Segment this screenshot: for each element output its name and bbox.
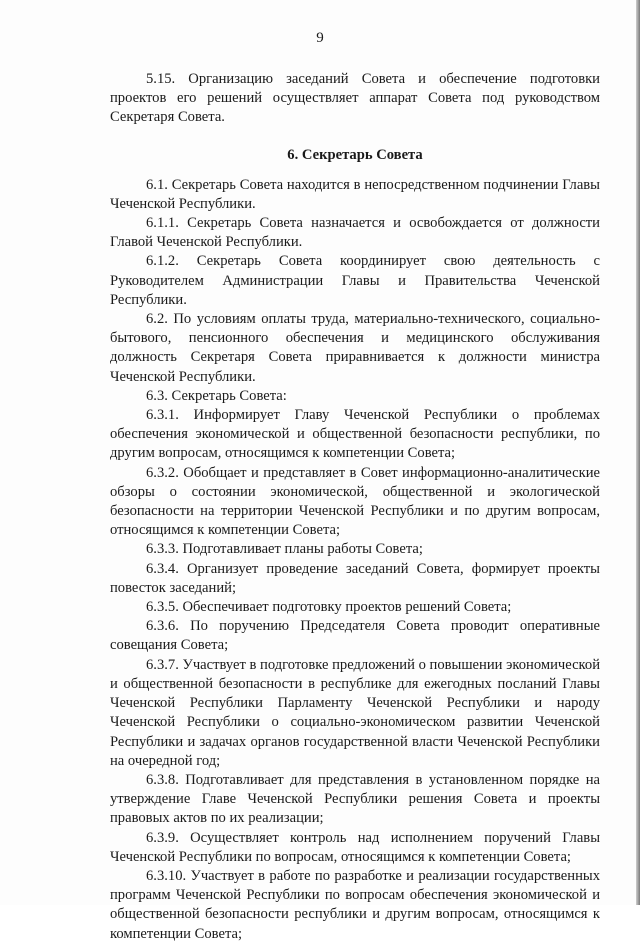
paragraph-6-3-6: 6.3.6. По поручению Председателя Совета проводит оперативные совещания Совета; [110,618,600,654]
paragraph-6-1-2: 6.1.2. Секретарь Совета координирует свою деятельность с Руководителем Администрации Главы и Правительства Чеченской Республики. [110,253,600,308]
paragraph-6-3-7: 6.3.7. Участвует в подготовке предложений о повышении экономической и общественной безопасности в республике для ежегодных посланий Главы Чеченской Республики Парламенту Чеченской Республики и народу Чеченской Республики о социально-экономическом развитии Чеченской Республики и задачах органов государственной власти Чеченской Республики на очередной год; [110,656,601,769]
document-body [110,70,600,944]
paragraph-6-1-1: 6.1.1. Секретарь Совета назначается и освобождается от должности Главой Чеченской Республики. [110,215,600,251]
paragraph-6-2: 6.2. По условиям оплаты труда, материально-технического, социально-бытового, пенсионного обеспечения и медицинского обслуживания должность Секретаря Совета приравнивается к должности министра Чеченской Республики. [110,311,600,385]
paragraph-6-3-1: 6.3.1. Информирует Главу Чеченской Республики о проблемах обеспечения экономической и общественной безопасности республики, по другим вопросам, относящимся к компетенции Совета; [110,407,600,462]
paragraph-6-3: 6.3. Секретарь Совета: [146,387,287,404]
page-number: 9 [316,30,324,46]
paragraph-6-3-3: 6.3.3. Подготавливает планы работы Совета; [146,541,423,558]
scan-edge-shadow [636,0,640,905]
paragraph-6-3-2: 6.3.2. Обобщает и представляет в Совет информационно-аналитические обзоры о состоянии экономической, общественной и экологической безопасности на территории Чеченской Республики и по другим вопросам, относящимся к компетенции Совета; [110,464,600,539]
paragraph-6-3-10: 6.3.10. Участвует в работе по разработке и реализации государственных программ Чеченской Республики по вопросам обеспечения экономической и общественной безопасности республики и другим вопросам, относящимся к компетенции Совета; [110,867,600,942]
paragraph-6-1: 6.1. Секретарь Совета находится в непосредственном подчинении Главы Чеченской Республики. [110,176,600,212]
paragraph-6-3-9: 6.3.9. Осуществляет контроль над исполнением поручений Главы Чеченской Республики по вопросам, относящимся к компетенции Совета; [110,829,600,865]
paragraph-6-3-5: 6.3.5. Обеспечивает подготовку проектов решений Совета; [146,599,512,616]
paragraph-6-3-8: 6.3.8. Подготавливает для представления в установленном порядке на утверждение Главе Чеченской Республики решения Совета и проекты правовых актов по их реализации; [110,771,600,827]
paragraph-5-15: 5.15. Организацию заседаний Совета и обеспечение подготовки проектов его решений осуществляет аппарат Совета под руководством Секретаря Совета. [110,71,600,126]
section-heading: 6. Секретарь Совета [287,146,423,163]
paragraph-6-3-4: 6.3.4. Организует проведение заседаний Совета, формирует проекты повесток заседаний; [110,560,600,596]
